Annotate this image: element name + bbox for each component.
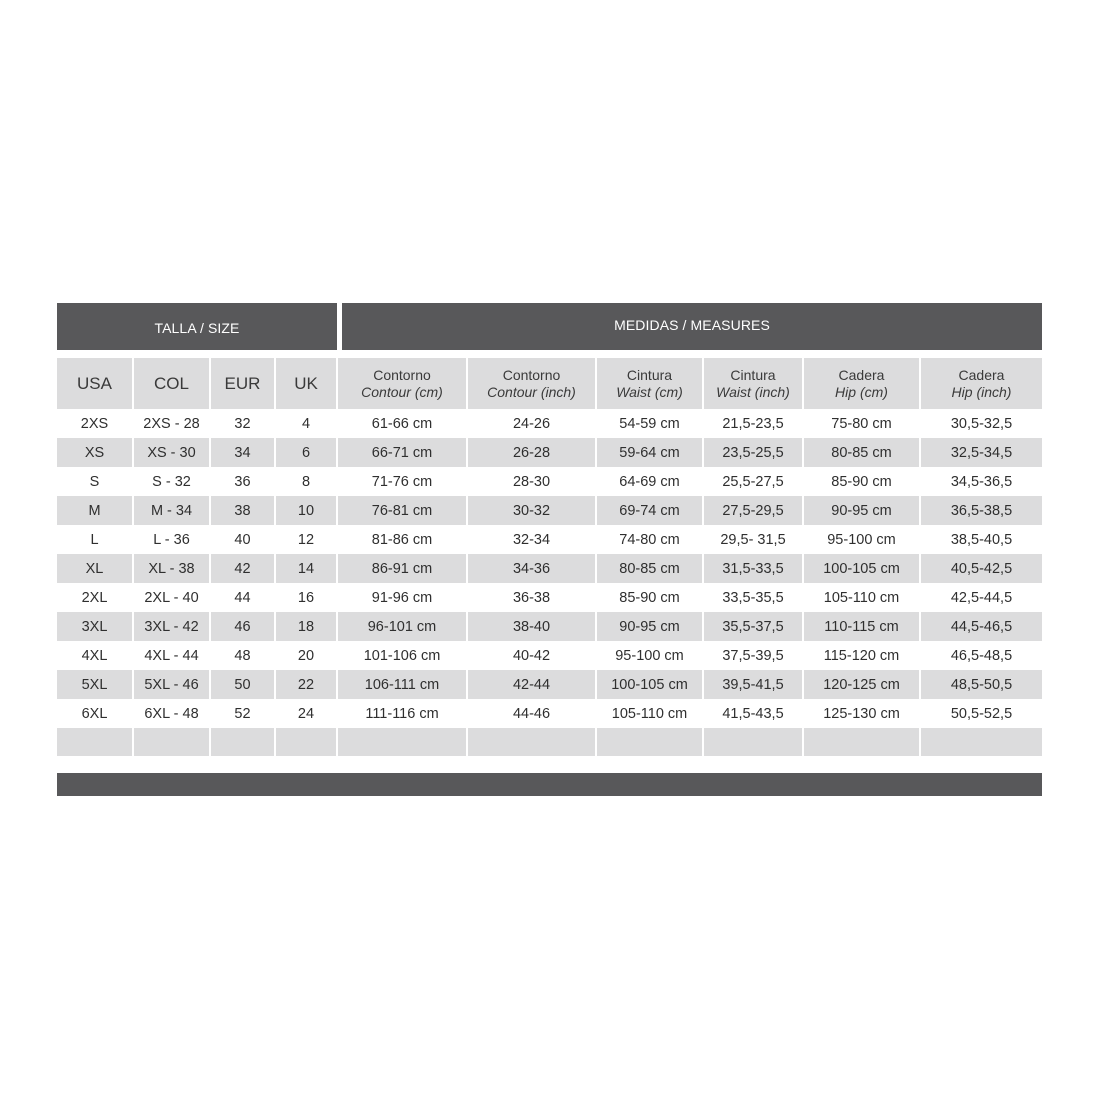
cell-waist-cm: 59-64 cm	[597, 438, 704, 467]
cell-hip-inch: 40,5-42,5	[921, 554, 1042, 583]
blank-cell	[57, 728, 134, 756]
col-header-hip-cm-es: Cadera	[838, 366, 885, 383]
cell-uk: 18	[276, 612, 338, 641]
blank-cell	[804, 728, 921, 756]
cell-hip-inch: 38,5-40,5	[921, 525, 1042, 554]
blank-cell	[276, 728, 338, 756]
cell-contour-cm: 71-76 cm	[338, 467, 468, 496]
col-header-eur: EUR	[211, 358, 276, 409]
cell-contour-cm: 81-86 cm	[338, 525, 468, 554]
cell-contour-cm: 106-111 cm	[338, 670, 468, 699]
cell-waist-inch: 21,5-23,5	[704, 409, 804, 438]
cell-waist-cm: 74-80 cm	[597, 525, 704, 554]
blank-cell	[704, 728, 804, 756]
cell-contour-cm: 91-96 cm	[338, 583, 468, 612]
table-row	[57, 554, 1042, 583]
cell-hip-cm: 85-90 cm	[804, 467, 921, 496]
cell-eur: 36	[211, 467, 276, 496]
cell-usa: 6XL	[57, 699, 134, 728]
cell-usa: 2XL	[57, 583, 134, 612]
cell-waist-inch: 33,5-35,5	[704, 583, 804, 612]
cell-usa: 3XL	[57, 612, 134, 641]
measures-header-band	[342, 303, 1042, 350]
size-header-band	[57, 303, 337, 350]
cell-waist-cm: 100-105 cm	[597, 670, 704, 699]
cell-eur: 38	[211, 496, 276, 525]
cell-waist-cm: 85-90 cm	[597, 583, 704, 612]
cell-usa: 5XL	[57, 670, 134, 699]
cell-usa: L	[57, 525, 134, 554]
cell-eur: 46	[211, 612, 276, 641]
cell-col: S - 32	[134, 467, 211, 496]
blank-row	[57, 728, 1042, 756]
cell-waist-cm: 90-95 cm	[597, 612, 704, 641]
cell-waist-cm: 69-74 cm	[597, 496, 704, 525]
cell-hip-inch: 50,5-52,5	[921, 699, 1042, 728]
cell-uk: 12	[276, 525, 338, 554]
table-row	[57, 641, 1042, 670]
cell-waist-cm: 105-110 cm	[597, 699, 704, 728]
cell-uk: 20	[276, 641, 338, 670]
cell-contour-cm: 96-101 cm	[338, 612, 468, 641]
cell-col: 5XL - 46	[134, 670, 211, 699]
cell-contour-cm: 76-81 cm	[338, 496, 468, 525]
cell-hip-cm: 120-125 cm	[804, 670, 921, 699]
cell-hip-cm: 100-105 cm	[804, 554, 921, 583]
cell-waist-inch: 27,5-29,5	[704, 496, 804, 525]
size-header-label: TALLA / SIZE	[154, 319, 240, 336]
col-header-contour-cm-es: Contorno	[373, 366, 431, 383]
cell-hip-inch: 44,5-46,5	[921, 612, 1042, 641]
cell-eur: 32	[211, 409, 276, 438]
blank-cell	[338, 728, 468, 756]
cell-hip-inch: 32,5-34,5	[921, 438, 1042, 467]
cell-contour-inch: 32-34	[468, 525, 597, 554]
col-header-contour-cm-en: Contour (cm)	[361, 383, 443, 400]
table-row	[57, 438, 1042, 467]
table-row	[57, 467, 1042, 496]
cell-col: 4XL - 44	[134, 641, 211, 670]
measures-header-label: MEDIDAS / MEASURES	[614, 316, 770, 333]
col-header-waist-cm-es: Cintura	[626, 366, 673, 383]
col-header-hip-inch-es: Cadera	[958, 366, 1005, 383]
cell-uk: 22	[276, 670, 338, 699]
col-header-hip-inch	[921, 358, 1042, 409]
col-header-hip-cm-en: Hip (cm)	[835, 383, 888, 400]
table-row	[57, 612, 1042, 641]
table-row	[57, 496, 1042, 525]
cell-waist-cm: 80-85 cm	[597, 554, 704, 583]
cell-uk: 24	[276, 699, 338, 728]
col-header-hip-cm	[804, 358, 921, 409]
cell-eur: 40	[211, 525, 276, 554]
cell-waist-cm: 95-100 cm	[597, 641, 704, 670]
cell-contour-cm: 61-66 cm	[338, 409, 468, 438]
cell-col: 6XL - 48	[134, 699, 211, 728]
cell-hip-cm: 115-120 cm	[804, 641, 921, 670]
cell-col: 2XL - 40	[134, 583, 211, 612]
table-row	[57, 409, 1042, 438]
cell-contour-inch: 24-26	[468, 409, 597, 438]
blank-cell	[597, 728, 704, 756]
cell-hip-cm: 75-80 cm	[804, 409, 921, 438]
cell-col: XS - 30	[134, 438, 211, 467]
table-row	[57, 699, 1042, 728]
col-header-col: COL	[134, 358, 211, 409]
col-header-hip-inch-en: Hip (inch)	[951, 383, 1012, 400]
cell-waist-inch: 31,5-33,5	[704, 554, 804, 583]
cell-col: M - 34	[134, 496, 211, 525]
cell-waist-inch: 29,5- 31,5	[704, 525, 804, 554]
cell-eur: 34	[211, 438, 276, 467]
cell-col: 3XL - 42	[134, 612, 211, 641]
blank-cell	[134, 728, 211, 756]
cell-contour-cm: 101-106 cm	[338, 641, 468, 670]
cell-uk: 16	[276, 583, 338, 612]
blank-cell	[921, 728, 1042, 756]
cell-hip-inch: 34,5-36,5	[921, 467, 1042, 496]
col-header-contour-inch-en: Contour (inch)	[487, 383, 576, 400]
cell-eur: 52	[211, 699, 276, 728]
col-header-waist-inch-en: Waist (inch)	[716, 383, 790, 400]
cell-eur: 44	[211, 583, 276, 612]
cell-col: XL - 38	[134, 554, 211, 583]
table-row	[57, 583, 1042, 612]
cell-uk: 10	[276, 496, 338, 525]
cell-hip-cm: 80-85 cm	[804, 438, 921, 467]
cell-waist-inch: 41,5-43,5	[704, 699, 804, 728]
cell-waist-inch: 39,5-41,5	[704, 670, 804, 699]
cell-waist-inch: 35,5-37,5	[704, 612, 804, 641]
cell-usa: XL	[57, 554, 134, 583]
cell-eur: 42	[211, 554, 276, 583]
cell-hip-cm: 90-95 cm	[804, 496, 921, 525]
cell-uk: 4	[276, 409, 338, 438]
cell-usa: XS	[57, 438, 134, 467]
table-row	[57, 525, 1042, 554]
cell-usa: 2XS	[57, 409, 134, 438]
cell-hip-cm: 105-110 cm	[804, 583, 921, 612]
cell-hip-inch: 48,5-50,5	[921, 670, 1042, 699]
cell-usa: M	[57, 496, 134, 525]
cell-contour-inch: 34-36	[468, 554, 597, 583]
cell-contour-cm: 66-71 cm	[338, 438, 468, 467]
col-header-waist-cm	[597, 358, 704, 409]
size-chart-table	[57, 358, 1042, 756]
cell-hip-inch: 42,5-44,5	[921, 583, 1042, 612]
cell-contour-inch: 28-30	[468, 467, 597, 496]
cell-waist-inch: 25,5-27,5	[704, 467, 804, 496]
column-header-row	[57, 358, 1042, 409]
col-header-contour-cm	[338, 358, 468, 409]
cell-contour-cm: 111-116 cm	[338, 699, 468, 728]
cell-contour-inch: 40-42	[468, 641, 597, 670]
cell-contour-inch: 36-38	[468, 583, 597, 612]
cell-usa: 4XL	[57, 641, 134, 670]
cell-contour-inch: 44-46	[468, 699, 597, 728]
col-header-waist-inch	[704, 358, 804, 409]
cell-waist-cm: 54-59 cm	[597, 409, 704, 438]
cell-contour-inch: 42-44	[468, 670, 597, 699]
cell-eur: 48	[211, 641, 276, 670]
col-header-contour-inch-es: Contorno	[502, 366, 561, 383]
col-header-uk: UK	[276, 358, 338, 409]
cell-hip-inch: 36,5-38,5	[921, 496, 1042, 525]
cell-col: L - 36	[134, 525, 211, 554]
col-header-usa: USA	[57, 358, 134, 409]
cell-hip-cm: 95-100 cm	[804, 525, 921, 554]
cell-hip-cm: 125-130 cm	[804, 699, 921, 728]
cell-uk: 14	[276, 554, 338, 583]
cell-waist-inch: 23,5-25,5	[704, 438, 804, 467]
cell-hip-inch: 46,5-48,5	[921, 641, 1042, 670]
col-header-waist-inch-es: Cintura	[730, 366, 776, 383]
cell-uk: 8	[276, 467, 338, 496]
cell-waist-inch: 37,5-39,5	[704, 641, 804, 670]
cell-eur: 50	[211, 670, 276, 699]
cell-usa: S	[57, 467, 134, 496]
cell-contour-inch: 30-32	[468, 496, 597, 525]
cell-contour-inch: 26-28	[468, 438, 597, 467]
blank-cell	[211, 728, 276, 756]
size-rows	[57, 409, 1042, 756]
cell-col: 2XS - 28	[134, 409, 211, 438]
cell-uk: 6	[276, 438, 338, 467]
blank-cell	[468, 728, 597, 756]
col-header-contour-inch	[468, 358, 597, 409]
table-row	[57, 670, 1042, 699]
footer-band	[57, 773, 1042, 796]
cell-hip-cm: 110-115 cm	[804, 612, 921, 641]
cell-waist-cm: 64-69 cm	[597, 467, 704, 496]
cell-contour-inch: 38-40	[468, 612, 597, 641]
cell-contour-cm: 86-91 cm	[338, 554, 468, 583]
cell-hip-inch: 30,5-32,5	[921, 409, 1042, 438]
col-header-waist-cm-en: Waist (cm)	[616, 383, 683, 400]
